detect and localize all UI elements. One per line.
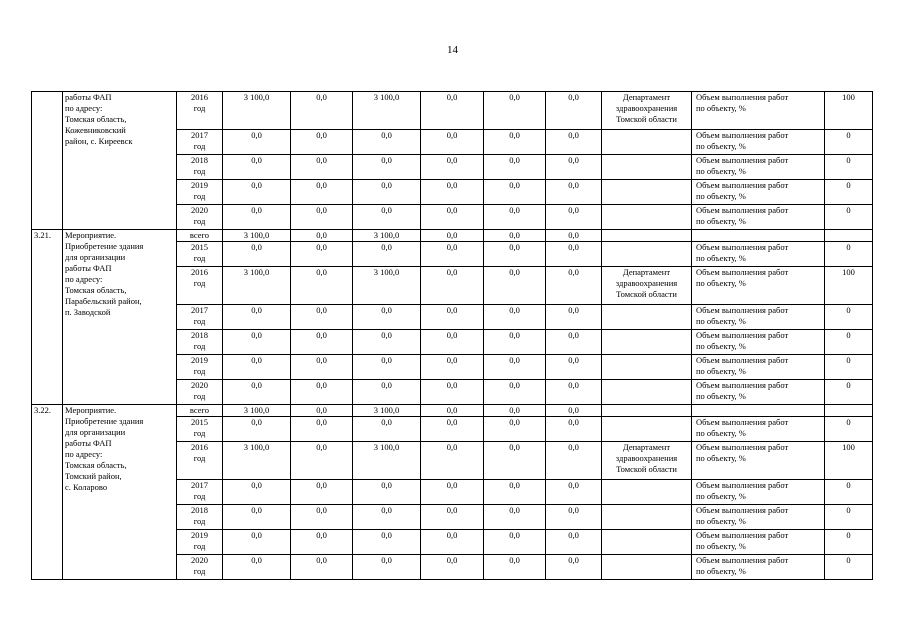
indicator-cell xyxy=(692,230,825,242)
value-cell-6: 0,0 xyxy=(546,405,602,417)
value-cell-4: 0,0 xyxy=(421,505,484,530)
indicator-cell: Объем выполнения работ по объекту, % xyxy=(692,305,825,330)
value-cell-1: 0,0 xyxy=(223,242,291,267)
responsible-cell xyxy=(602,230,692,242)
value-cell-5: 0,0 xyxy=(484,267,546,305)
year-cell: 2016 год xyxy=(177,92,223,130)
year-cell: 2016 год xyxy=(177,442,223,480)
value-cell-2: 0,0 xyxy=(291,330,353,355)
year-cell: 2018 год xyxy=(177,330,223,355)
page-number: 14 xyxy=(447,44,458,56)
value-cell-4: 0,0 xyxy=(421,155,484,180)
indicator-cell: Объем выполнения работ по объекту, % xyxy=(692,442,825,480)
value-cell-5: 0,0 xyxy=(484,230,546,242)
value-cell-2: 0,0 xyxy=(291,267,353,305)
year-cell: 2019 год xyxy=(177,355,223,380)
indicator-cell: Объем выполнения работ по объекту, % xyxy=(692,267,825,305)
responsible-cell xyxy=(602,380,692,405)
value-cell-1: 0,0 xyxy=(223,155,291,180)
indicator-value-cell: 100 xyxy=(825,267,873,305)
value-cell-6: 0,0 xyxy=(546,130,602,155)
year-cell: 2017 год xyxy=(177,130,223,155)
value-cell-5: 0,0 xyxy=(484,155,546,180)
value-cell-2: 0,0 xyxy=(291,205,353,230)
value-cell-4: 0,0 xyxy=(421,180,484,205)
year-cell: 2018 год xyxy=(177,505,223,530)
indicator-cell: Объем выполнения работ по объекту, % xyxy=(692,242,825,267)
indicator-cell: Объем выполнения работ по объекту, % xyxy=(692,555,825,580)
value-cell-4: 0,0 xyxy=(421,355,484,380)
value-cell-4: 0,0 xyxy=(421,230,484,242)
value-cell-2: 0,0 xyxy=(291,417,353,442)
value-cell-3: 0,0 xyxy=(353,242,421,267)
value-cell-6: 0,0 xyxy=(546,442,602,480)
value-cell-6: 0,0 xyxy=(546,417,602,442)
table-row xyxy=(32,405,873,417)
value-cell-1: 0,0 xyxy=(223,305,291,330)
value-cell-1: 0,0 xyxy=(223,555,291,580)
value-cell-6: 0,0 xyxy=(546,205,602,230)
value-cell-5: 0,0 xyxy=(484,305,546,330)
indicator-value-cell: 100 xyxy=(825,92,873,130)
value-cell-3: 3 100,0 xyxy=(353,230,421,242)
item-name-cell: Мероприятие. Приобретение здания для организации работы ФАП по адресу: Томская область, Томский район, с. Коларово xyxy=(63,405,177,580)
indicator-value-cell: 0 xyxy=(825,205,873,230)
indicator-cell: Объем выполнения работ по объекту, % xyxy=(692,417,825,442)
value-cell-2: 0,0 xyxy=(291,230,353,242)
value-cell-3: 0,0 xyxy=(353,305,421,330)
value-cell-3: 0,0 xyxy=(353,205,421,230)
value-cell-6: 0,0 xyxy=(546,305,602,330)
responsible-cell xyxy=(602,330,692,355)
value-cell-4: 0,0 xyxy=(421,380,484,405)
value-cell-6: 0,0 xyxy=(546,242,602,267)
value-cell-5: 0,0 xyxy=(484,442,546,480)
value-cell-4: 0,0 xyxy=(421,480,484,505)
value-cell-5: 0,0 xyxy=(484,242,546,267)
value-cell-3: 0,0 xyxy=(353,530,421,555)
value-cell-3: 0,0 xyxy=(353,505,421,530)
value-cell-3: 0,0 xyxy=(353,330,421,355)
value-cell-4: 0,0 xyxy=(421,442,484,480)
value-cell-2: 0,0 xyxy=(291,305,353,330)
value-cell-2: 0,0 xyxy=(291,355,353,380)
value-cell-6: 0,0 xyxy=(546,92,602,130)
value-cell-5: 0,0 xyxy=(484,505,546,530)
responsible-cell xyxy=(602,530,692,555)
indicator-value-cell: 0 xyxy=(825,555,873,580)
responsible-cell xyxy=(602,480,692,505)
indicator-cell: Объем выполнения работ по объекту, % xyxy=(692,480,825,505)
indicator-value-cell: 0 xyxy=(825,505,873,530)
value-cell-6: 0,0 xyxy=(546,480,602,505)
indicator-cell: Объем выполнения работ по объекту, % xyxy=(692,505,825,530)
indicator-cell: Объем выполнения работ по объекту, % xyxy=(692,530,825,555)
indicator-value-cell: 0 xyxy=(825,180,873,205)
value-cell-4: 0,0 xyxy=(421,330,484,355)
year-cell: 2017 год xyxy=(177,480,223,505)
value-cell-6: 0,0 xyxy=(546,530,602,555)
responsible-cell xyxy=(602,242,692,267)
value-cell-6: 0,0 xyxy=(546,380,602,405)
value-cell-5: 0,0 xyxy=(484,405,546,417)
value-cell-6: 0,0 xyxy=(546,330,602,355)
indicator-value-cell xyxy=(825,230,873,242)
indicator-value-cell: 0 xyxy=(825,330,873,355)
value-cell-3: 3 100,0 xyxy=(353,92,421,130)
value-cell-1: 3 100,0 xyxy=(223,230,291,242)
value-cell-4: 0,0 xyxy=(421,405,484,417)
value-cell-3: 0,0 xyxy=(353,155,421,180)
value-cell-5: 0,0 xyxy=(484,130,546,155)
responsible-cell xyxy=(602,505,692,530)
value-cell-3: 0,0 xyxy=(353,555,421,580)
year-cell: 2016 год xyxy=(177,267,223,305)
responsible-cell xyxy=(602,130,692,155)
indicator-value-cell: 0 xyxy=(825,242,873,267)
value-cell-3: 0,0 xyxy=(353,417,421,442)
value-cell-2: 0,0 xyxy=(291,530,353,555)
year-cell: 2015 год xyxy=(177,417,223,442)
value-cell-4: 0,0 xyxy=(421,417,484,442)
value-cell-5: 0,0 xyxy=(484,205,546,230)
year-cell: 2020 год xyxy=(177,555,223,580)
year-cell: 2019 год xyxy=(177,530,223,555)
value-cell-4: 0,0 xyxy=(421,267,484,305)
value-cell-2: 0,0 xyxy=(291,180,353,205)
indicator-value-cell: 0 xyxy=(825,480,873,505)
value-cell-2: 0,0 xyxy=(291,505,353,530)
indicator-value-cell: 0 xyxy=(825,380,873,405)
year-cell: 2019 год xyxy=(177,180,223,205)
value-cell-1: 0,0 xyxy=(223,417,291,442)
indicator-cell xyxy=(692,405,825,417)
indicator-value-cell: 100 xyxy=(825,442,873,480)
indicator-cell: Объем выполнения работ по объекту, % xyxy=(692,205,825,230)
value-cell-3: 0,0 xyxy=(353,480,421,505)
value-cell-2: 0,0 xyxy=(291,555,353,580)
value-cell-4: 0,0 xyxy=(421,205,484,230)
value-cell-4: 0,0 xyxy=(421,530,484,555)
year-cell: всего xyxy=(177,230,223,242)
responsible-cell xyxy=(602,155,692,180)
value-cell-1: 0,0 xyxy=(223,355,291,380)
responsible-cell: Департамент здравоохранения Томской области xyxy=(602,442,692,480)
value-cell-2: 0,0 xyxy=(291,242,353,267)
value-cell-5: 0,0 xyxy=(484,555,546,580)
responsible-cell xyxy=(602,555,692,580)
indicator-value-cell: 0 xyxy=(825,305,873,330)
indicator-cell: Объем выполнения работ по объекту, % xyxy=(692,180,825,205)
value-cell-1: 3 100,0 xyxy=(223,267,291,305)
item-number-cell xyxy=(32,92,63,230)
value-cell-6: 0,0 xyxy=(546,155,602,180)
value-cell-4: 0,0 xyxy=(421,555,484,580)
table-body xyxy=(32,92,873,580)
value-cell-1: 0,0 xyxy=(223,505,291,530)
indicator-value-cell: 0 xyxy=(825,417,873,442)
value-cell-2: 0,0 xyxy=(291,405,353,417)
value-cell-1: 3 100,0 xyxy=(223,442,291,480)
value-cell-1: 0,0 xyxy=(223,530,291,555)
item-name-cell: работы ФАП по адресу: Томская область, Кожевниковский район, с. Киреевск xyxy=(63,92,177,230)
indicator-value-cell: 0 xyxy=(825,530,873,555)
value-cell-1: 0,0 xyxy=(223,180,291,205)
budget-table xyxy=(31,91,873,580)
value-cell-5: 0,0 xyxy=(484,380,546,405)
indicator-value-cell xyxy=(825,405,873,417)
value-cell-6: 0,0 xyxy=(546,267,602,305)
year-cell: 2020 год xyxy=(177,205,223,230)
item-number-cell: 3.22. xyxy=(32,405,63,580)
value-cell-5: 0,0 xyxy=(484,92,546,130)
year-cell: 2020 год xyxy=(177,380,223,405)
value-cell-6: 0,0 xyxy=(546,230,602,242)
indicator-cell: Объем выполнения работ по объекту, % xyxy=(692,155,825,180)
value-cell-5: 0,0 xyxy=(484,417,546,442)
responsible-cell xyxy=(602,405,692,417)
responsible-cell: Департамент здравоохранения Томской области xyxy=(602,267,692,305)
responsible-cell xyxy=(602,355,692,380)
indicator-cell: Объем выполнения работ по объекту, % xyxy=(692,330,825,355)
value-cell-3: 0,0 xyxy=(353,380,421,405)
responsible-cell xyxy=(602,205,692,230)
value-cell-2: 0,0 xyxy=(291,380,353,405)
value-cell-5: 0,0 xyxy=(484,355,546,380)
indicator-cell: Объем выполнения работ по объекту, % xyxy=(692,355,825,380)
value-cell-4: 0,0 xyxy=(421,130,484,155)
value-cell-3: 0,0 xyxy=(353,355,421,380)
value-cell-1: 0,0 xyxy=(223,330,291,355)
responsible-cell xyxy=(602,180,692,205)
value-cell-3: 0,0 xyxy=(353,180,421,205)
responsible-cell: Департамент здравоохранения Томской области xyxy=(602,92,692,130)
year-cell: 2018 год xyxy=(177,155,223,180)
indicator-cell: Объем выполнения работ по объекту, % xyxy=(692,380,825,405)
value-cell-6: 0,0 xyxy=(546,355,602,380)
value-cell-3: 0,0 xyxy=(353,130,421,155)
value-cell-4: 0,0 xyxy=(421,92,484,130)
value-cell-5: 0,0 xyxy=(484,480,546,505)
value-cell-3: 3 100,0 xyxy=(353,405,421,417)
value-cell-1: 0,0 xyxy=(223,130,291,155)
item-number-cell: 3.21. xyxy=(32,230,63,405)
table-row xyxy=(32,230,873,242)
value-cell-1: 0,0 xyxy=(223,480,291,505)
year-cell: 2017 год xyxy=(177,305,223,330)
indicator-value-cell: 0 xyxy=(825,130,873,155)
responsible-cell xyxy=(602,305,692,330)
value-cell-2: 0,0 xyxy=(291,442,353,480)
value-cell-5: 0,0 xyxy=(484,180,546,205)
value-cell-4: 0,0 xyxy=(421,242,484,267)
value-cell-3: 3 100,0 xyxy=(353,442,421,480)
value-cell-4: 0,0 xyxy=(421,305,484,330)
value-cell-2: 0,0 xyxy=(291,155,353,180)
value-cell-2: 0,0 xyxy=(291,130,353,155)
value-cell-2: 0,0 xyxy=(291,480,353,505)
value-cell-6: 0,0 xyxy=(546,505,602,530)
value-cell-3: 3 100,0 xyxy=(353,267,421,305)
value-cell-2: 0,0 xyxy=(291,92,353,130)
value-cell-1: 3 100,0 xyxy=(223,405,291,417)
year-cell: всего xyxy=(177,405,223,417)
value-cell-5: 0,0 xyxy=(484,330,546,355)
value-cell-1: 0,0 xyxy=(223,205,291,230)
value-cell-6: 0,0 xyxy=(546,555,602,580)
value-cell-5: 0,0 xyxy=(484,530,546,555)
indicator-cell: Объем выполнения работ по объекту, % xyxy=(692,130,825,155)
table-row xyxy=(32,92,873,130)
responsible-cell xyxy=(602,417,692,442)
value-cell-1: 3 100,0 xyxy=(223,92,291,130)
item-name-cell: Мероприятие. Приобретение здания для организации работы ФАП по адресу: Томская область, Парабельский район, п. Заводской xyxy=(63,230,177,405)
value-cell-1: 0,0 xyxy=(223,380,291,405)
indicator-value-cell: 0 xyxy=(825,355,873,380)
indicator-value-cell: 0 xyxy=(825,155,873,180)
indicator-cell: Объем выполнения работ по объекту, % xyxy=(692,92,825,130)
value-cell-6: 0,0 xyxy=(546,180,602,205)
year-cell: 2015 год xyxy=(177,242,223,267)
